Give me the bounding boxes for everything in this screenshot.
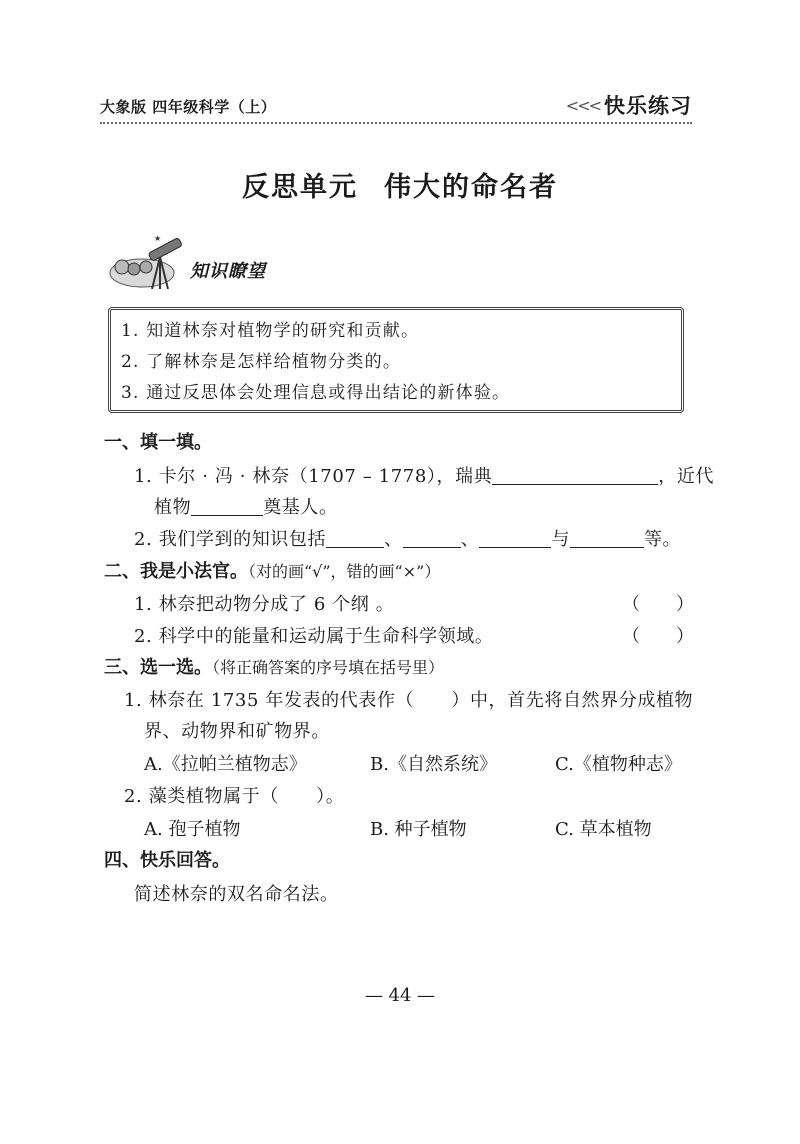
option-c[interactable]: C. 草本植物 bbox=[555, 819, 652, 840]
series-title: 快乐练习 bbox=[604, 94, 692, 118]
chevrons-icon: <<< bbox=[565, 95, 600, 115]
objective-item: 3. 通过反思体会处理信息或得出结论的新体验。 bbox=[121, 383, 511, 403]
lesson-name: 伟大的命名者 bbox=[384, 172, 558, 203]
section3-q2: 2. 藻类植物属于（ ）。 bbox=[124, 786, 345, 807]
section3-q1-line1: 1. 林奈在 1735 年发表的代表作（ ）中，首先将自然界分成植物 bbox=[124, 690, 694, 711]
section1-heading: 一、填一填。 bbox=[104, 432, 212, 453]
answer-blank[interactable] bbox=[479, 529, 551, 548]
answer-paren[interactable]: （ ） bbox=[622, 626, 694, 647]
telescope-icon bbox=[108, 233, 188, 293]
section4-heading: 四、快乐回答。 bbox=[104, 850, 230, 871]
answer-blank[interactable] bbox=[570, 529, 644, 548]
section1-q2: 2. 我们学到的知识包括 、 、 与 等。 bbox=[134, 529, 682, 550]
section1-q1-line2: 植物 奠基人。 bbox=[154, 497, 338, 518]
section2-note: （对的画“√”，错的画“×”） bbox=[248, 562, 441, 581]
option-b[interactable]: B. 种子植物 bbox=[370, 819, 467, 840]
answer-paren[interactable]: （ ） bbox=[622, 594, 694, 615]
section2-q2: 2. 科学中的能量和运动属于生命科学领域。 bbox=[134, 626, 494, 647]
objective-item: 2. 了解林奈是怎样给植物分类的。 bbox=[121, 352, 402, 372]
header-series bbox=[566, 90, 692, 120]
unit-label: 反思单元 bbox=[242, 172, 358, 203]
section3-q1-line2: 界、动物界和矿物界。 bbox=[144, 721, 330, 742]
section2-heading: 二、我是小法官。（对的画“√”，错的画“×”） bbox=[104, 561, 441, 582]
option-c[interactable]: C.《植物种志》 bbox=[555, 754, 682, 775]
section2-q1: 1. 林奈把动物分成了 6 个纲 。 bbox=[134, 594, 395, 615]
option-a[interactable]: A.《拉帕兰植物志》 bbox=[144, 754, 307, 775]
page-header bbox=[100, 80, 692, 124]
section4-q1: 简述林奈的双名命名法。 bbox=[134, 884, 339, 905]
objective-item: 1. 知道林奈对植物学的研究和贡献。 bbox=[121, 321, 420, 341]
svg-text:★: ★ bbox=[154, 234, 162, 243]
page-title bbox=[0, 165, 800, 204]
page-number: — 44 — bbox=[364, 985, 436, 1006]
section3-heading: 三、选一选。（将正确答案的序号填在括号里） bbox=[104, 657, 445, 678]
banner-label: 知识瞭望 bbox=[190, 261, 266, 282]
book-info: 大象版 四年级科学（上） bbox=[100, 98, 277, 116]
answer-blank[interactable] bbox=[492, 466, 658, 485]
objectives-box bbox=[108, 307, 684, 413]
answer-blank[interactable] bbox=[191, 497, 263, 516]
knowledge-banner bbox=[108, 233, 288, 293]
section3-note: （将正确答案的序号填在括号里） bbox=[212, 658, 445, 677]
option-a[interactable]: A. 孢子植物 bbox=[144, 819, 241, 840]
answer-blank[interactable] bbox=[403, 529, 461, 548]
option-b[interactable]: B.《自然系统》 bbox=[370, 754, 497, 775]
section1-q1-line1: 1. 卡尔 · 冯 · 林奈（1707 – 1778），瑞典 ，近代 bbox=[134, 466, 715, 487]
answer-blank[interactable] bbox=[326, 529, 384, 548]
